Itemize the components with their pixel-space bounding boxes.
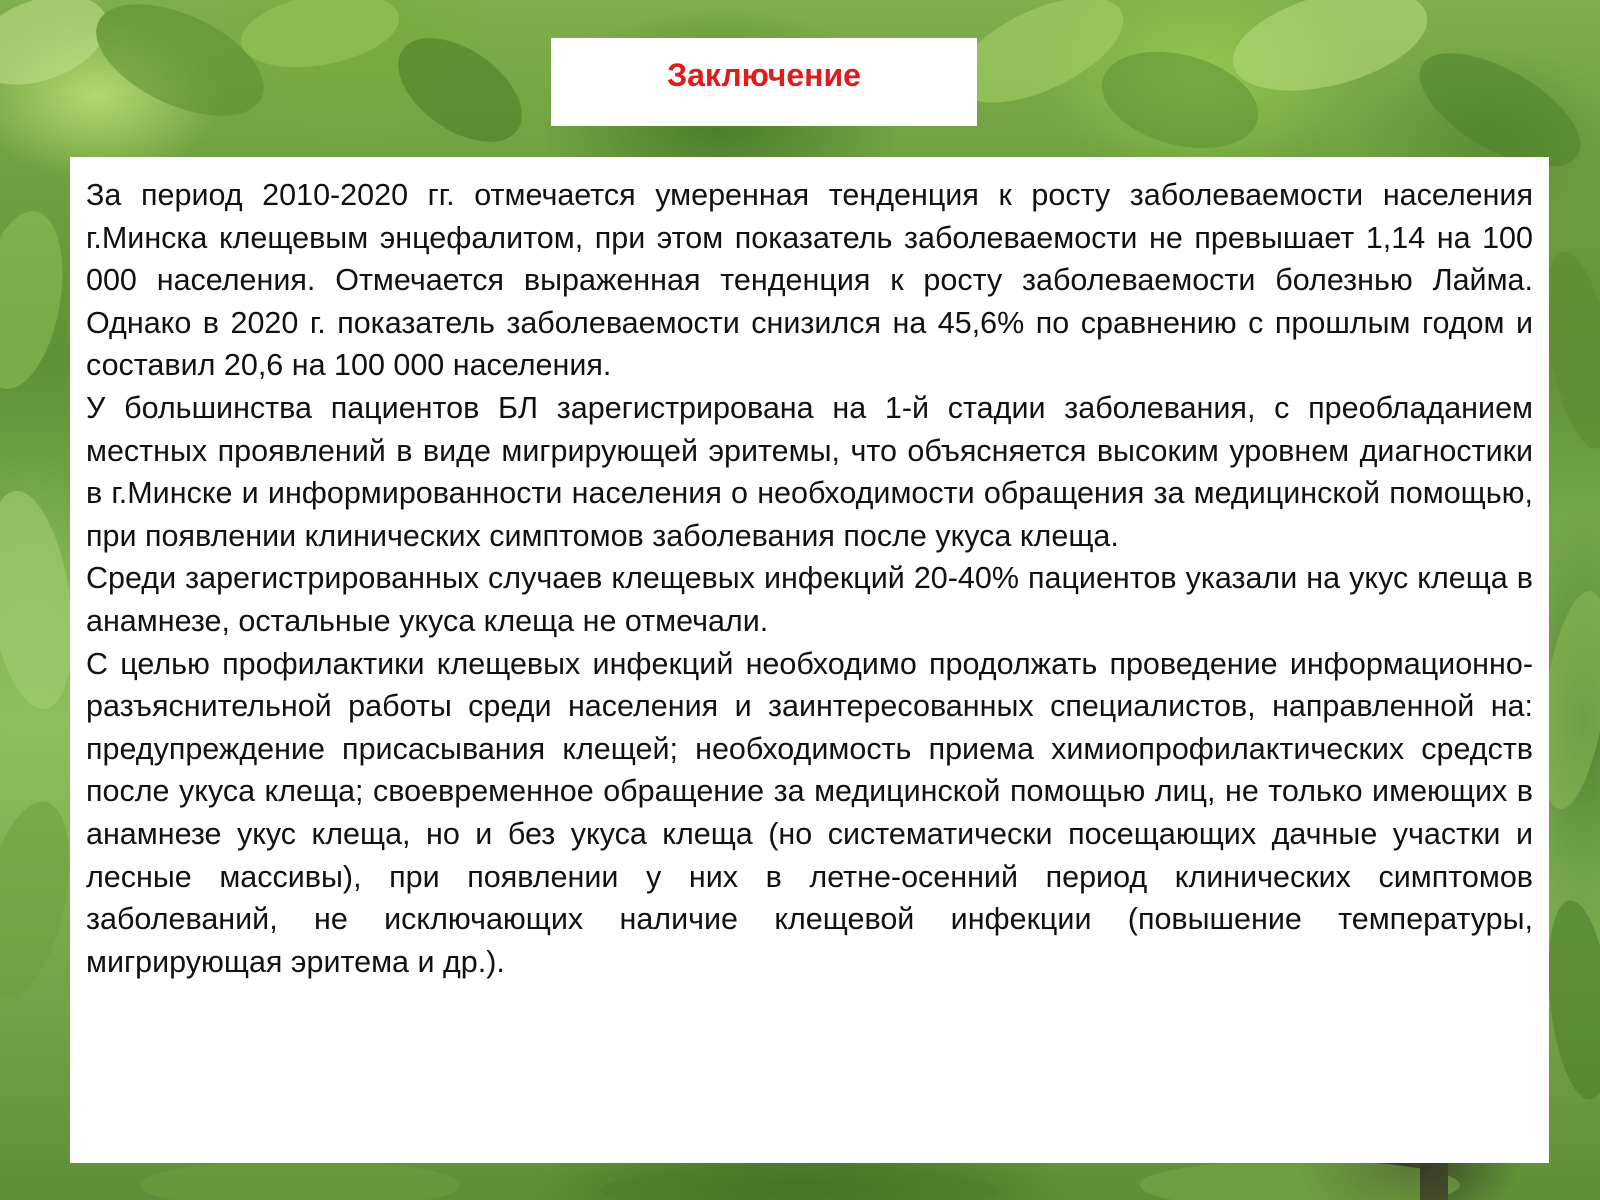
slide-title: Заключение [667, 56, 861, 93]
conclusion-text-box [70, 157, 1549, 1163]
paragraph-tick-bite-history: Среди зарегистрированных случаев клещевых инфекций 20-40% пациентов указали на укус клеща в анамнезе, остальные укуса клеща не отмечали. [86, 561, 1533, 638]
title-box [551, 38, 977, 126]
paragraph-prevention: С целью профилактики клещевых инфекций необходимо продолжать проведение информационно-разъяснительной работы среди населения и заинтересованных специалистов, направленной на: предупреждение присасывания клещей; необходимость приема химиопрофилактических средств после укуса клеща; своевременное обращение за медицинской помощью лиц, не только имеющих в анамнезе укус клеща, но и без укуса клеща (но систематически посещающих дачные участки и лесные массивы), при появлении у них в летне-осенний период клинических симптомов заболеваний, не исключающих наличие клещевой инфекции (повышение температуры, мигрирующая эритема и др.). [86, 646, 1533, 979]
paragraph-lyme-stage: У большинства пациентов БЛ зарегистрирована на 1-й стадии заболевания, с преобладанием местных проявлений в виде мигрирующей эритемы, что объясняется высоким уровнем диагностики в г.Минске и информированности населения о необходимости обращения за медицинской помощью, при появлении клинических симптомов заболевания после укуса клеща. [86, 390, 1533, 553]
paragraph-incidence-trends: За период 2010-2020 гг. отмечается умеренная тенденция к росту заболеваемости населения г.Минска клещевым энцефалитом, при этом показатель заболеваемости не превышает 1,14 на 100 000 населения. Отмечается выраженная тенденция к росту заболеваемости болезнью Лайма. Однако в 2020 г. показатель заболеваемости снизился на 45,6% по сравнению с прошлым годом и составил 20,6 на 100 000 населения. [86, 178, 1533, 383]
